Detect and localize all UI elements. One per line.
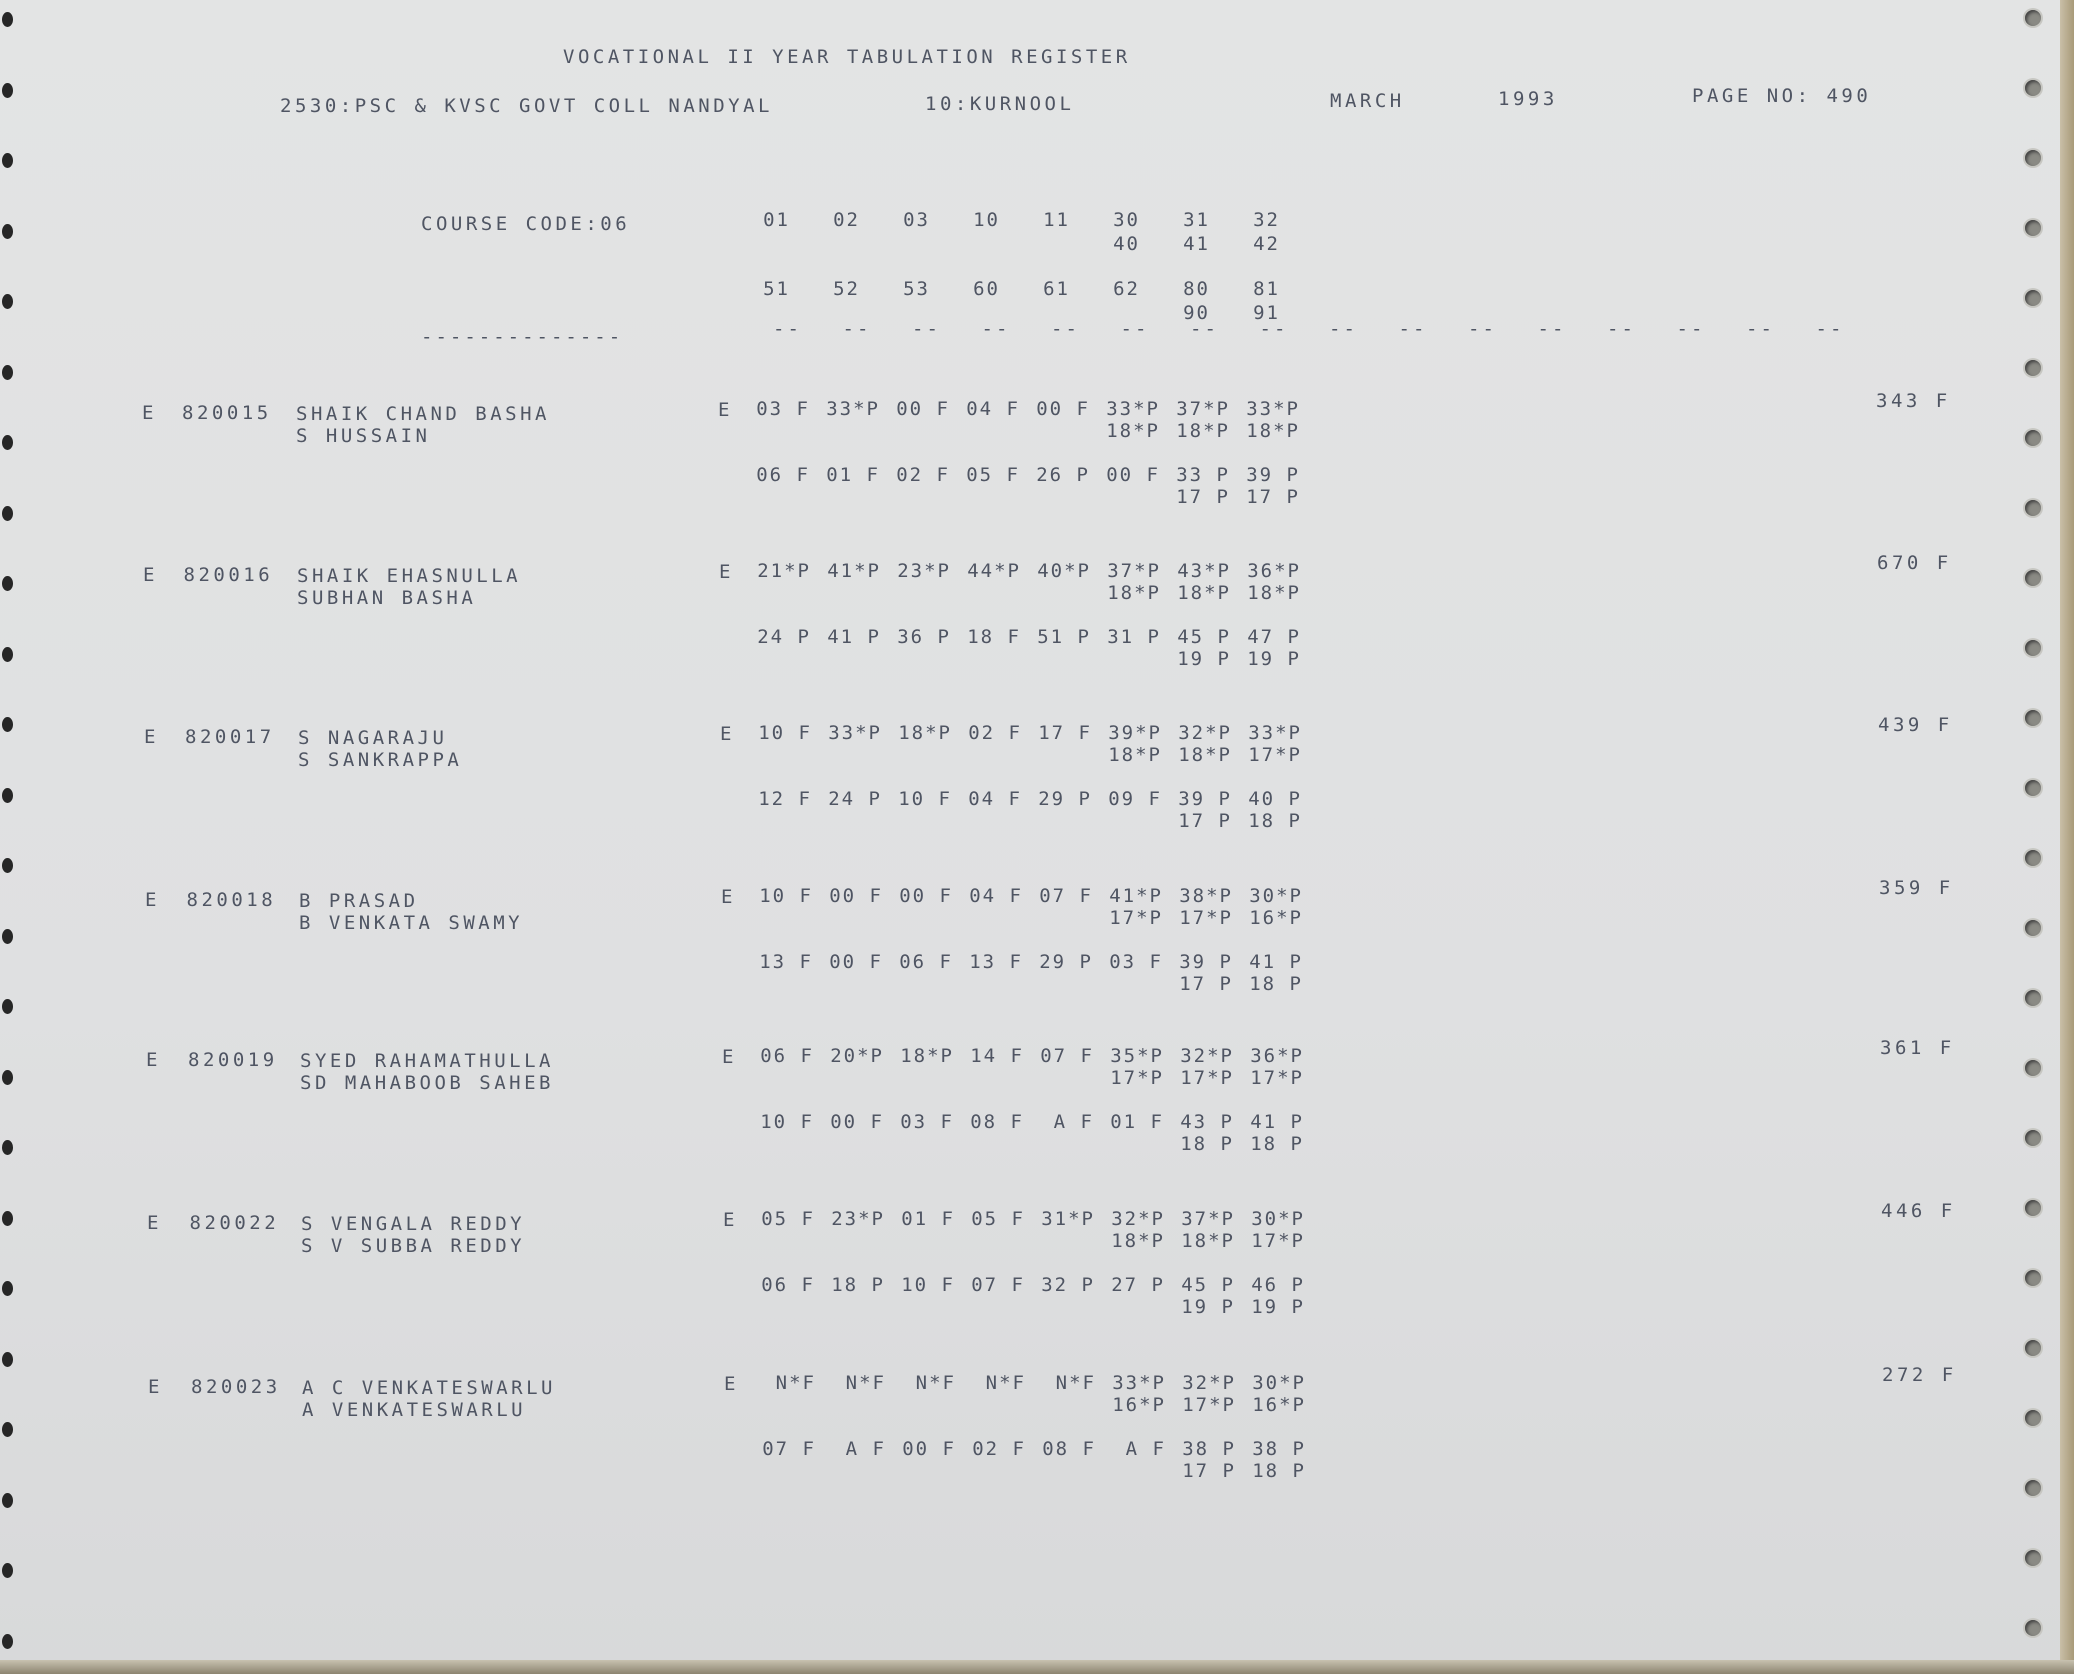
father-name: S HUSSAIN bbox=[296, 425, 431, 447]
column-dash: -- bbox=[1676, 318, 1706, 340]
total-result: 361 F bbox=[1880, 1037, 1955, 1059]
feed-hole-left bbox=[2, 1563, 13, 1578]
feed-hole-right bbox=[2025, 780, 2041, 796]
subject-mark: 10 F bbox=[758, 722, 812, 744]
exam-year: 1993 bbox=[1498, 88, 1558, 110]
subject-mark: 02 F bbox=[968, 722, 1022, 744]
subject-mark: A F bbox=[845, 1438, 886, 1460]
subject-mark: 17*P bbox=[1250, 1067, 1304, 1089]
feed-hole-left bbox=[2, 83, 13, 98]
subject-mark: 18*P bbox=[900, 1045, 954, 1067]
subject-mark: 51 P bbox=[1037, 626, 1091, 648]
father-name: S SANKRAPPA bbox=[298, 749, 463, 771]
subject-mark: 41*P bbox=[1109, 885, 1163, 907]
subject-mark: 26 P bbox=[1036, 464, 1090, 486]
record-type: E bbox=[142, 402, 157, 424]
feed-hole-left bbox=[2, 294, 13, 309]
subject-code: 91 bbox=[1253, 302, 1280, 324]
column-dash: -- bbox=[773, 318, 802, 340]
subject-mark: 39*P bbox=[1108, 722, 1162, 744]
subject-mark: 29 P bbox=[1039, 951, 1093, 973]
subject-code: 41 bbox=[1183, 233, 1210, 255]
feed-hole-left bbox=[2, 717, 13, 732]
subject-mark: 08 F bbox=[1042, 1438, 1096, 1460]
subject-mark: 21*P bbox=[757, 560, 811, 582]
subject-mark: 18*P bbox=[1247, 582, 1301, 604]
subject-mark: 43 P bbox=[1180, 1111, 1234, 1133]
feed-hole-left bbox=[2, 1634, 13, 1649]
exam-marker: E bbox=[720, 723, 735, 745]
record-type: E bbox=[144, 726, 159, 748]
subject-mark: 03 F bbox=[900, 1111, 954, 1133]
total-result: 446 F bbox=[1881, 1200, 1956, 1222]
registration-number: 820023 bbox=[191, 1376, 281, 1398]
column-dash: -- bbox=[1259, 318, 1289, 340]
subject-mark: 18 P bbox=[831, 1274, 885, 1296]
subject-mark: 17 P bbox=[1246, 486, 1300, 508]
total-result: 359 F bbox=[1879, 877, 1954, 899]
feed-hole-right bbox=[2025, 920, 2041, 936]
feed-hole-left bbox=[2, 224, 13, 239]
column-dash: -- bbox=[1398, 318, 1428, 340]
feed-hole-right bbox=[2025, 1620, 2041, 1636]
subject-mark: 12 F bbox=[758, 788, 812, 810]
subject-mark: 00 F bbox=[830, 1111, 884, 1133]
father-name: A VENKATESWARLU bbox=[302, 1399, 527, 1421]
subject-mark: 00 F bbox=[899, 885, 953, 907]
feed-hole-right bbox=[2025, 850, 2041, 866]
subject-mark: 19 P bbox=[1177, 648, 1231, 670]
registration-number: 820019 bbox=[188, 1049, 278, 1071]
subject-mark: 36*P bbox=[1247, 560, 1301, 582]
student-name: S NAGARAJU bbox=[298, 727, 448, 749]
subject-mark: 07 F bbox=[1039, 885, 1093, 907]
subject-mark: 17*P bbox=[1251, 1230, 1305, 1252]
subject-mark: 18 P bbox=[1248, 810, 1302, 832]
subject-mark: 13 F bbox=[759, 951, 813, 973]
feed-hole-right bbox=[2025, 430, 2041, 446]
subject-mark: 17 P bbox=[1178, 810, 1232, 832]
subject-mark: 36*P bbox=[1250, 1045, 1304, 1067]
feed-hole-left bbox=[2, 788, 13, 803]
subject-mark: 31*P bbox=[1041, 1208, 1095, 1230]
college-name: 2530:PSC & KVSC GOVT COLL NANDYAL bbox=[280, 95, 773, 117]
column-dash: -- bbox=[1468, 318, 1497, 340]
subject-mark: 00 F bbox=[1036, 398, 1090, 420]
feed-hole-right bbox=[2025, 640, 2041, 656]
registration-number: 820016 bbox=[183, 564, 274, 586]
subject-mark: 35*P bbox=[1110, 1045, 1164, 1067]
subject-mark: 19 P bbox=[1181, 1296, 1235, 1318]
subject-mark: 19 P bbox=[1251, 1296, 1305, 1318]
subject-mark: 38*P bbox=[1179, 885, 1233, 907]
feed-hole-left bbox=[2, 1211, 13, 1226]
subject-mark: 18*P bbox=[1176, 420, 1230, 442]
registration-number: 820022 bbox=[189, 1212, 280, 1234]
student-name: SHAIK CHAND BASHA bbox=[296, 403, 550, 425]
subject-mark: 45 P bbox=[1181, 1274, 1235, 1296]
subject-mark: 18 F bbox=[967, 626, 1021, 648]
feed-hole-right bbox=[2025, 570, 2041, 586]
feed-hole-right bbox=[2025, 500, 2041, 516]
subject-mark: 06 F bbox=[760, 1045, 814, 1067]
total-result: 272 F bbox=[1882, 1364, 1957, 1386]
subject-code: 80 bbox=[1183, 278, 1210, 300]
total-result: 343 F bbox=[1876, 390, 1951, 412]
subject-mark: 38 P bbox=[1182, 1438, 1236, 1460]
total-result: 439 F bbox=[1878, 714, 1953, 736]
subject-mark: 14 F bbox=[970, 1045, 1024, 1067]
subject-mark: 46 P bbox=[1251, 1274, 1305, 1296]
subject-code: 10 bbox=[973, 209, 1000, 231]
feed-hole-right bbox=[2025, 1270, 2041, 1286]
subject-mark: 19 P bbox=[1247, 648, 1301, 670]
subject-mark: 33*P bbox=[826, 398, 880, 420]
feed-hole-right bbox=[2025, 290, 2041, 306]
subject-mark: 00 F bbox=[829, 885, 883, 907]
subject-mark: 17 P bbox=[1176, 486, 1230, 508]
subject-mark: 37*P bbox=[1107, 560, 1161, 582]
subject-mark: A F bbox=[1125, 1438, 1166, 1460]
feed-hole-right bbox=[2025, 220, 2041, 236]
subject-mark: 40*P bbox=[1037, 560, 1091, 582]
subject-mark: 17*P bbox=[1179, 907, 1233, 929]
subject-mark: 41 P bbox=[1249, 951, 1303, 973]
subject-mark: 02 F bbox=[896, 464, 950, 486]
course-underline: -------------- bbox=[421, 326, 624, 348]
column-dash: -- bbox=[1607, 318, 1636, 340]
subject-mark: 18 P bbox=[1249, 973, 1303, 995]
subject-mark: 04 F bbox=[969, 885, 1023, 907]
subject-code: 62 bbox=[1113, 278, 1140, 300]
paper-bottom-edge bbox=[0, 1660, 2074, 1674]
feed-hole-right bbox=[2025, 1550, 2041, 1566]
subject-mark: 30*P bbox=[1251, 1208, 1305, 1230]
record-type: E bbox=[148, 1376, 163, 1398]
subject-mark: 32*P bbox=[1180, 1045, 1234, 1067]
subject-mark: 29 P bbox=[1038, 788, 1092, 810]
registration-number: 820018 bbox=[186, 889, 277, 911]
feed-hole-left bbox=[2, 153, 13, 168]
record-type: E bbox=[143, 564, 158, 586]
subject-code: 31 bbox=[1183, 209, 1210, 231]
subject-mark: N*F bbox=[1055, 1372, 1096, 1394]
subject-mark: 13 F bbox=[969, 951, 1023, 973]
subject-mark: 05 F bbox=[966, 464, 1020, 486]
subject-mark: 23*P bbox=[831, 1208, 885, 1230]
subject-code: 42 bbox=[1253, 233, 1280, 255]
subject-mark: 03 F bbox=[756, 398, 810, 420]
subject-mark: 05 F bbox=[971, 1208, 1025, 1230]
subject-code: 61 bbox=[1043, 278, 1070, 300]
subject-mark: 36 P bbox=[897, 626, 951, 648]
subject-mark: 33*P bbox=[1112, 1372, 1166, 1394]
feed-hole-right bbox=[2025, 1480, 2041, 1496]
subject-mark: 18*P bbox=[1108, 744, 1162, 766]
subject-mark: 00 F bbox=[896, 398, 950, 420]
feed-hole-left bbox=[2, 647, 13, 662]
subject-mark: 44*P bbox=[967, 560, 1021, 582]
subject-code: 11 bbox=[1043, 209, 1070, 231]
subject-mark: 41 P bbox=[827, 626, 881, 648]
feed-hole-left bbox=[2, 1281, 13, 1296]
subject-code: 30 bbox=[1113, 209, 1140, 231]
subject-mark: 40 P bbox=[1248, 788, 1302, 810]
subject-mark: 18*P bbox=[1177, 582, 1231, 604]
subject-mark: 24 P bbox=[828, 788, 882, 810]
exam-marker: E bbox=[722, 1046, 737, 1068]
subject-mark: 24 P bbox=[757, 626, 811, 648]
subject-mark: 39 P bbox=[1178, 788, 1232, 810]
subject-mark: 16*P bbox=[1252, 1394, 1306, 1416]
subject-code: 02 bbox=[833, 209, 860, 231]
course-code: COURSE CODE:06 bbox=[421, 213, 631, 235]
subject-mark: 17*P bbox=[1248, 744, 1302, 766]
subject-mark: 01 F bbox=[901, 1208, 955, 1230]
subject-mark: 17 F bbox=[1038, 722, 1092, 744]
subject-mark: 18*P bbox=[1106, 420, 1160, 442]
student-name: SYED RAHAMATHULLA bbox=[300, 1050, 554, 1072]
subject-mark: 27 P bbox=[1111, 1274, 1165, 1296]
feed-hole-left bbox=[2, 506, 13, 521]
subject-mark: 30*P bbox=[1249, 885, 1303, 907]
subject-mark: 17 P bbox=[1179, 973, 1233, 995]
student-name: A C VENKATESWARLU bbox=[302, 1377, 556, 1399]
feed-hole-left bbox=[2, 1493, 13, 1508]
column-dash: -- bbox=[1051, 318, 1080, 340]
exam-month: MARCH bbox=[1330, 90, 1405, 112]
subject-mark: 33 P bbox=[1176, 464, 1230, 486]
registration-number: 820017 bbox=[185, 726, 275, 748]
subject-code: 52 bbox=[833, 278, 860, 300]
subject-mark: 18 P bbox=[1252, 1460, 1306, 1482]
subject-mark: 30*P bbox=[1252, 1372, 1306, 1394]
subject-mark: 06 F bbox=[756, 464, 810, 486]
subject-mark: 05 F bbox=[761, 1208, 815, 1230]
feed-hole-right bbox=[2025, 1060, 2041, 1076]
feed-hole-left bbox=[2, 929, 13, 944]
subject-mark: 00 F bbox=[829, 951, 883, 973]
subject-mark: 18*P bbox=[1107, 582, 1161, 604]
column-dash: -- bbox=[1815, 318, 1845, 340]
subject-code: 03 bbox=[903, 209, 930, 231]
exam-marker: E bbox=[721, 886, 736, 908]
subject-mark: 06 F bbox=[899, 951, 953, 973]
feed-hole-left bbox=[2, 365, 13, 380]
feed-hole-right bbox=[2025, 990, 2041, 1006]
feed-hole-left bbox=[2, 1070, 13, 1085]
subject-mark: 33*P bbox=[1248, 722, 1302, 744]
subject-code: 81 bbox=[1253, 278, 1280, 300]
subject-mark: 20*P bbox=[830, 1045, 884, 1067]
subject-mark: 37*P bbox=[1176, 398, 1230, 420]
exam-marker: E bbox=[724, 1373, 739, 1395]
column-dash: -- bbox=[1329, 318, 1358, 340]
feed-hole-left bbox=[2, 858, 13, 873]
subject-code: 90 bbox=[1183, 302, 1210, 324]
record-type: E bbox=[147, 1212, 162, 1234]
subject-mark: 10 F bbox=[901, 1274, 955, 1296]
subject-mark: 00 F bbox=[902, 1438, 956, 1460]
subject-mark: 04 F bbox=[968, 788, 1022, 810]
father-name: SUBHAN BASHA bbox=[297, 587, 477, 609]
subject-mark: 18*P bbox=[1178, 744, 1232, 766]
subject-mark: 06 F bbox=[761, 1274, 815, 1296]
subject-mark: 07 F bbox=[762, 1438, 816, 1460]
subject-mark: 41 P bbox=[1250, 1111, 1304, 1133]
exam-marker: E bbox=[723, 1209, 738, 1231]
subject-mark: A F bbox=[1053, 1111, 1094, 1133]
registration-number: 820015 bbox=[182, 402, 272, 424]
subject-mark: 18*P bbox=[898, 722, 952, 744]
feed-hole-left bbox=[2, 12, 13, 27]
subject-mark: 43*P bbox=[1177, 560, 1231, 582]
feed-hole-left bbox=[2, 435, 13, 450]
subject-code: 60 bbox=[973, 278, 1000, 300]
feed-hole-right bbox=[2025, 710, 2041, 726]
father-name: S V SUBBA REDDY bbox=[301, 1235, 526, 1257]
subject-mark: 33*P bbox=[828, 722, 882, 744]
subject-mark: 03 F bbox=[1109, 951, 1163, 973]
column-dash: -- bbox=[912, 318, 941, 340]
feed-hole-right bbox=[2025, 1130, 2041, 1146]
subject-mark: 16*P bbox=[1249, 907, 1303, 929]
father-name: SD MAHABOOB SAHEB bbox=[300, 1072, 554, 1094]
subject-mark: 32 P bbox=[1041, 1274, 1095, 1296]
subject-mark: 32*P bbox=[1111, 1208, 1165, 1230]
feed-hole-right bbox=[2025, 1340, 2041, 1356]
subject-mark: 07 F bbox=[1040, 1045, 1094, 1067]
subject-mark: 02 F bbox=[972, 1438, 1026, 1460]
feed-hole-left bbox=[2, 1352, 13, 1367]
feed-hole-left bbox=[2, 576, 13, 591]
subject-code: 32 bbox=[1253, 209, 1280, 231]
subject-mark: 31 P bbox=[1107, 626, 1161, 648]
subject-mark: 32*P bbox=[1182, 1372, 1236, 1394]
subject-mark: 01 F bbox=[826, 464, 880, 486]
exam-marker: E bbox=[718, 399, 733, 421]
subject-code: 53 bbox=[903, 278, 930, 300]
subject-mark: 41*P bbox=[827, 560, 881, 582]
subject-mark: 10 F bbox=[760, 1111, 814, 1133]
subject-mark: 09 F bbox=[1108, 788, 1162, 810]
district: 10:KURNOOL bbox=[925, 93, 1075, 115]
subject-mark: 39 P bbox=[1179, 951, 1233, 973]
feed-hole-right bbox=[2025, 1200, 2041, 1216]
feed-hole-right bbox=[2025, 80, 2041, 96]
subject-mark: 18*P bbox=[1246, 420, 1300, 442]
subject-mark: 04 F bbox=[966, 398, 1020, 420]
record-type: E bbox=[146, 1049, 161, 1071]
subject-mark: 17*P bbox=[1110, 1067, 1164, 1089]
subject-mark: 18*P bbox=[1111, 1230, 1165, 1252]
subject-code: 01 bbox=[763, 209, 790, 231]
subject-mark: 08 F bbox=[970, 1111, 1024, 1133]
subject-mark: 18*P bbox=[1181, 1230, 1235, 1252]
column-dash: -- bbox=[1537, 318, 1567, 340]
subject-mark: 38 P bbox=[1252, 1438, 1306, 1460]
subject-mark: 10 F bbox=[759, 885, 813, 907]
subject-mark: 17*P bbox=[1180, 1067, 1234, 1089]
subject-mark: 01 F bbox=[1110, 1111, 1164, 1133]
column-dash: -- bbox=[1190, 318, 1219, 340]
subject-mark: 17*P bbox=[1109, 907, 1163, 929]
subject-code: 40 bbox=[1113, 233, 1140, 255]
register-title: VOCATIONAL II YEAR TABULATION REGISTER bbox=[563, 46, 1131, 68]
feed-hole-left bbox=[2, 999, 13, 1014]
subject-mark: N*F bbox=[775, 1372, 816, 1394]
subject-mark: 39 P bbox=[1246, 464, 1300, 486]
student-name: SHAIK EHASNULLA bbox=[297, 565, 522, 587]
father-name: B VENKATA SWAMY bbox=[299, 912, 524, 934]
subject-mark: N*F bbox=[845, 1372, 886, 1394]
feed-hole-right bbox=[2025, 1410, 2041, 1426]
feed-hole-left bbox=[2, 1422, 13, 1437]
exam-marker: E bbox=[719, 561, 734, 583]
subject-mark: 45 P bbox=[1177, 626, 1231, 648]
paper-edge bbox=[2060, 0, 2074, 1674]
feed-hole-right bbox=[2025, 150, 2041, 166]
subject-mark: N*F bbox=[915, 1372, 956, 1394]
subject-mark: 33*P bbox=[1106, 398, 1160, 420]
subject-mark: 23*P bbox=[897, 560, 951, 582]
subject-mark: 16*P bbox=[1112, 1394, 1166, 1416]
student-name: B PRASAD bbox=[299, 890, 419, 912]
column-dash: -- bbox=[1746, 318, 1775, 340]
subject-mark: N*F bbox=[985, 1372, 1026, 1394]
total-result: 670 F bbox=[1877, 552, 1952, 574]
subject-mark: 18 P bbox=[1250, 1133, 1304, 1155]
subject-mark: 17*P bbox=[1182, 1394, 1236, 1416]
subject-mark: 00 F bbox=[1106, 464, 1160, 486]
feed-hole-right bbox=[2025, 10, 2041, 26]
subject-mark: 37*P bbox=[1181, 1208, 1235, 1230]
subject-mark: 10 F bbox=[898, 788, 952, 810]
record-type: E bbox=[145, 889, 160, 911]
subject-mark: 32*P bbox=[1178, 722, 1232, 744]
subject-mark: 47 P bbox=[1247, 626, 1301, 648]
feed-hole-right bbox=[2025, 360, 2041, 376]
subject-mark: 17 P bbox=[1182, 1460, 1236, 1482]
column-dash: -- bbox=[842, 318, 872, 340]
page-number: PAGE NO: 490 bbox=[1692, 85, 1872, 107]
subject-mark: 07 F bbox=[971, 1274, 1025, 1296]
column-dash: -- bbox=[1120, 318, 1150, 340]
feed-hole-left bbox=[2, 1140, 13, 1155]
subject-mark: 33*P bbox=[1246, 398, 1300, 420]
subject-code: 51 bbox=[763, 278, 790, 300]
student-name: S VENGALA REDDY bbox=[301, 1213, 526, 1235]
column-dash: -- bbox=[981, 318, 1011, 340]
subject-mark: 18 P bbox=[1180, 1133, 1234, 1155]
